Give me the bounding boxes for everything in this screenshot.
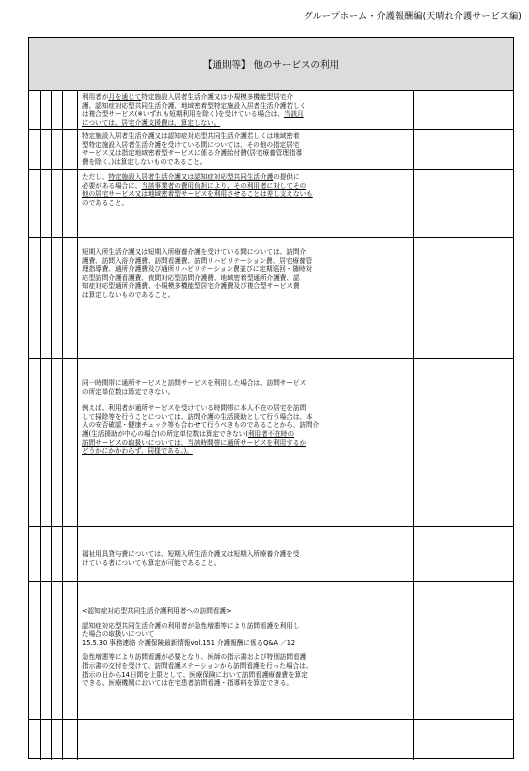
note-cell[interactable] (414, 238, 515, 358)
check-cell[interactable] (41, 720, 52, 760)
check-cell[interactable] (52, 238, 63, 358)
note-cell[interactable] (414, 582, 515, 719)
row-text: 利用者が月を通じて特定施設入居者生活介護又は小規模多機能型居宅介 護、認知症対応型共同生活介護、地域密着型特定施設入居者生活介護若しく は複合型サービス(※いずれも短期利用を除く)を受けている場合は、当該月 については、居宅介護支援費は、算定しない。 (82, 93, 307, 127)
check-cell[interactable] (41, 582, 52, 719)
check-cell[interactable] (41, 130, 52, 169)
check-cell[interactable] (29, 582, 41, 719)
check-cell[interactable] (29, 359, 41, 526)
check-cell[interactable] (41, 527, 52, 581)
check-cell[interactable] (29, 720, 41, 760)
check-cell[interactable] (41, 91, 52, 129)
check-cell[interactable] (63, 359, 78, 526)
note-cell[interactable] (414, 91, 515, 129)
check-cell[interactable] (41, 238, 52, 358)
row-text: 短期入所生活介護又は短期入所療養介護を受けている間については、訪問介 護費、訪問入浴介護費、訪問看護費、訪問リハビリテーション費、居宅療養管 理指導費、通所介護費及び通所リハビリテーション費並びに定期巡回・随時対 応型訪問介護看護費、夜間対応型訪問介護費、地域密着型通所介護費、認 知症対応型通所介護費、小規模多機能型居宅介護費及び複合型サービス費 は算定しないものであること。 (82, 248, 313, 299)
row-text: ただし、特定施設入居者生活介護又は認知症対応型共同生活介護の提供に 必要がある場合に、当該事業者の費用負担により、その利用者に対してその 他の居宅サービス又は地域密着型サービスを利用させることは差し支えないも のであること。 (82, 173, 313, 207)
check-cell[interactable] (52, 527, 63, 581)
row-text: 特定施設入居者生活介護又は認知症対応型共同生活介護若しくは地域密着 型特定施設入居者生活介護を受けている間については、その他の指定居宅 サービス又は指定地域密着型サービスに係る介護給付費(居宅療養管理指導 費を除く。)は算定しないものであること。 (82, 132, 303, 166)
table-row (29, 170, 513, 238)
check-cell[interactable] (29, 170, 41, 237)
row-text: 同一時間帯に通所サービスと訪問サービスを利用した場合は、訪問サービス の所定単位数は算定できない。 例えば、利用者が通所サービスを受けている時間帯に本人不在の居宅を訪問 して掃除等を行うことについては、訪問介護の生活援助として行う場合は、本 人の安否確認・健康チェック等も合わせて行うべきものであることから、訪問介 護(生活援助が中心の場合)の所定単位数は算定できない(利用者不在時の 訪問サービスの取扱いについては、当該時間帯に通所サービスを利用するか どうかにかかわらず、同様である。)。 (82, 379, 320, 456)
note-cell[interactable] (414, 527, 515, 581)
table-row (29, 359, 513, 527)
check-cell[interactable] (63, 527, 78, 581)
table-row (29, 130, 513, 170)
check-cell[interactable] (29, 130, 41, 169)
check-cell[interactable] (52, 720, 63, 760)
check-cell[interactable] (41, 170, 52, 237)
note-cell[interactable] (414, 359, 515, 526)
note-cell[interactable] (414, 130, 515, 169)
row-text: 福祉用具貸与費については、短期入所生活介護又は短期入所療養介護を受 けている者についても算定が可能であること。 (82, 550, 300, 567)
document-title: グループホーム・介護報酬編(天晴れ介護サービス編) (303, 12, 522, 22)
table-row (29, 91, 513, 130)
check-cell[interactable] (63, 91, 78, 129)
check-cell[interactable] (41, 359, 52, 526)
check-cell[interactable] (52, 359, 63, 526)
row-text: <認知症対応型共同生活介護利用者への訪問看護> 認知症対応型共同生活介護の利用者が急性増悪等により訪問看護を利用し た場合の取扱いについて 15.5.30 事務連絡 介護保険最新情報vol.151 介護報酬に係るQ&A ／12 急性増悪等により訪問看護が必要となり、医師の指示書および特別訪問看護 指示書の交付を受けて、訪問看護ステーションから訪問看護を行った場合は、 指示の日から14日間を上限として、医療保険において訪問看護療養費を算定 できる。医療機関においては在宅患者訪問看護・指導料を算定できる。 (82, 607, 313, 688)
check-cell[interactable] (63, 720, 78, 760)
table-row (29, 527, 513, 582)
table-row (29, 238, 513, 359)
check-cell[interactable] (52, 91, 63, 129)
check-cell[interactable] (52, 130, 63, 169)
section-title: 【通則等】 他のサービスの利用 (202, 60, 340, 71)
table-row (29, 720, 513, 760)
note-cell[interactable] (414, 720, 515, 760)
check-cell[interactable] (63, 582, 78, 719)
check-cell[interactable] (29, 91, 41, 129)
check-cell[interactable] (29, 527, 41, 581)
section-header (29, 38, 513, 91)
note-cell[interactable] (414, 170, 515, 237)
check-cell[interactable] (52, 170, 63, 237)
check-cell[interactable] (63, 170, 78, 237)
check-cell[interactable] (63, 130, 78, 169)
check-cell[interactable] (29, 238, 41, 358)
check-cell[interactable] (63, 238, 78, 358)
check-cell[interactable] (52, 582, 63, 719)
content-cell (78, 720, 414, 760)
checklist-table (28, 37, 514, 759)
table-row (29, 582, 513, 720)
